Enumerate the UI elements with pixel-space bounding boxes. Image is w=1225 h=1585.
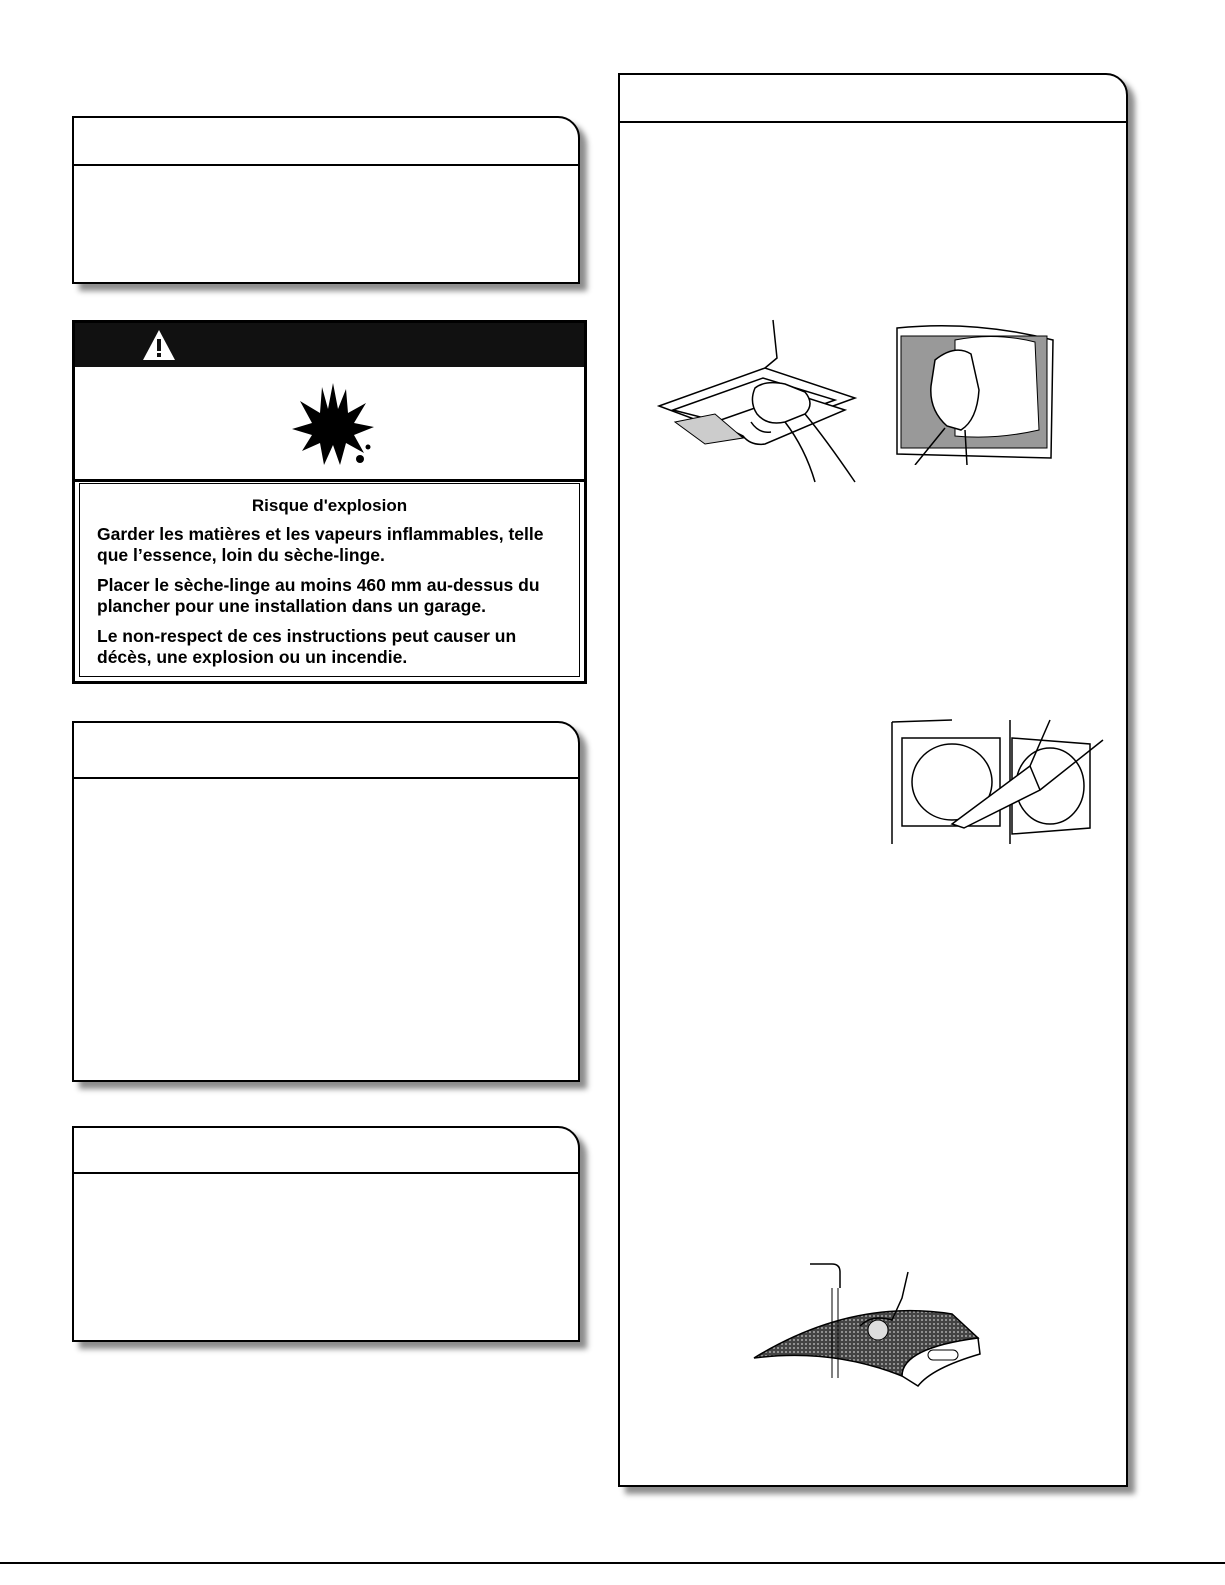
- risk-title: Risque d'explosion: [251, 496, 408, 515]
- info-box-3-header: [74, 1128, 578, 1174]
- explosion-warning-box: [72, 320, 587, 684]
- info-box-1: [72, 116, 580, 284]
- warning-paragraph-2: Placer le sèche-linge au moins 460 mm au-dessus du plancher pour une installation dans un garage.: [97, 575, 540, 616]
- warning-text: [97, 495, 562, 677]
- info-box-1-header: [74, 118, 578, 166]
- warning-symbol-area: [75, 367, 584, 482]
- lint-screen-wash-illustration: [752, 1258, 984, 1390]
- explosion-icon: [288, 379, 378, 469]
- maintenance-box-header: [620, 75, 1126, 123]
- info-box-2-header: [74, 723, 578, 779]
- info-box-2: [72, 721, 580, 1082]
- info-box-3: [72, 1126, 580, 1342]
- page-bottom-rule: [0, 1562, 1225, 1564]
- warning-paragraph-1: Garder les matières et les vapeurs inflammables, telle que l’essence, loin du sèche-linge.: [97, 524, 544, 565]
- warning-triangle-icon: [141, 328, 177, 362]
- warning-header-bar: [75, 323, 584, 367]
- warning-paragraph-3: Le non-respect de ces instructions peut causer un décès, une explosion ou un incendie.: [97, 626, 517, 667]
- lint-screen-removal-illustration: [655, 318, 865, 488]
- vacuum-drum-illustration: [890, 718, 1105, 846]
- lint-wipe-illustration: [895, 320, 1055, 465]
